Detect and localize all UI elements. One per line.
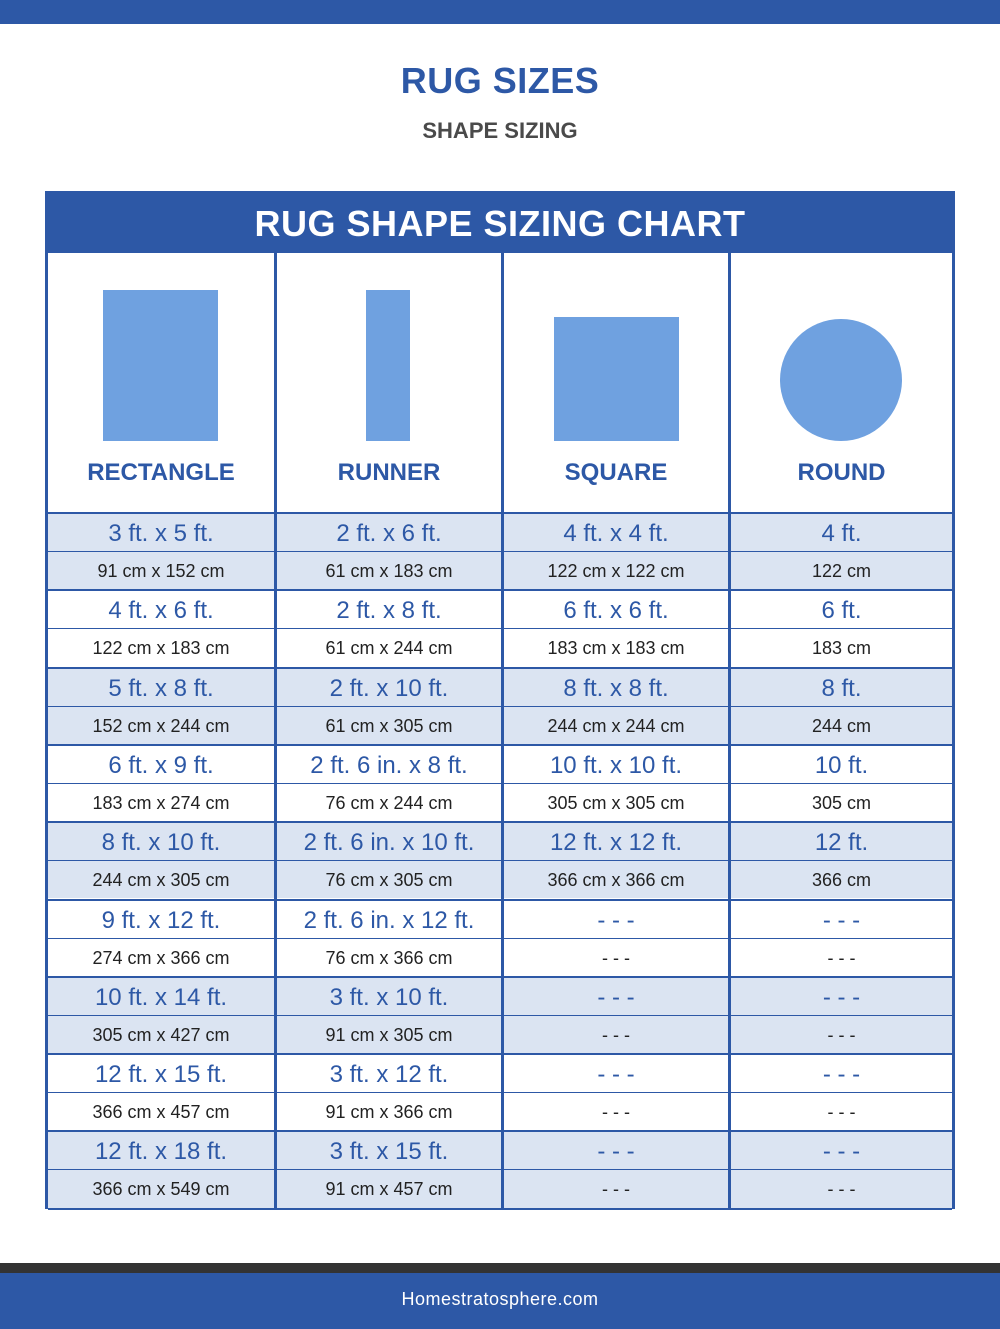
shape-cell-round [731,253,952,514]
square-size-cm: - - - [602,1102,630,1123]
runner-size-cm: 91 cm x 366 cm [325,1102,453,1123]
runner-size-ft: 2 ft. 6 in. x 12 ft. [303,906,475,934]
rectangle-size-cm: 122 cm x 183 cm [92,638,230,659]
square-size-ft: 6 ft. x 6 ft. [563,597,669,625]
square-size-cm: 305 cm x 305 cm [547,792,685,813]
row-divider [48,628,952,629]
round-size-cm: 305 cm [811,792,872,813]
shape-label-round: ROUND [797,459,886,486]
runner-size-cm: 91 cm x 305 cm [325,1024,453,1045]
runner-size-cm: 76 cm x 244 cm [325,792,453,813]
square-size-ft: - - - [597,1138,635,1166]
rectangle-size-cm: 183 cm x 274 cm [92,792,230,813]
rectangle-size-cm: 366 cm x 457 cm [92,1102,230,1123]
rectangle-size-ft: 12 ft. x 15 ft. [94,1061,228,1089]
runner-size-ft: 3 ft. x 12 ft. [329,1061,449,1089]
runner-size-ft: 2 ft. 6 in. x 10 ft. [303,829,475,857]
shape-cell-rectangle [48,253,274,514]
round-size-ft: - - - [822,1138,861,1166]
rectangle-size-cm: 244 cm x 305 cm [92,870,230,891]
round-size-ft: 4 ft. [821,520,862,547]
top-accent-bar [0,0,1000,24]
rectangle-size-ft: 4 ft. x 6 ft. [108,597,214,625]
runner-size-ft: 3 ft. x 15 ft. [329,1138,449,1166]
rectangle-size-ft: 9 ft. x 12 ft. [101,906,221,934]
rectangle-size-ft: 6 ft. x 9 ft. [108,751,214,779]
rectangle-shape-icon [103,290,218,441]
round-size-cm: 244 cm [811,715,872,736]
rectangle-size-cm: 91 cm x 152 cm [97,561,225,581]
round-size-cm: - - - [827,1102,856,1123]
runner-size-cm: 61 cm x 305 cm [325,715,453,736]
round-size-cm: - - - [827,1024,856,1045]
column-divider [728,253,731,1209]
round-size-cm: 122 cm [811,561,872,581]
square-size-cm: - - - [602,1024,630,1045]
square-size-ft: 8 ft. x 8 ft. [563,674,669,702]
round-size-ft: 12 ft. [814,829,869,857]
shape-label-rectangle: RECTANGLE [87,459,235,486]
rectangle-size-ft: 8 ft. x 10 ft. [101,829,221,857]
chart-title: RUG SHAPE SIZING CHART [48,194,952,253]
round-size-cm: - - - [827,1179,856,1200]
round-size-ft: - - - [822,983,861,1011]
round-size-ft: - - - [822,1061,861,1089]
round-size-ft: - - - [822,906,861,934]
runner-size-cm: 61 cm x 244 cm [325,638,453,659]
rug-size-chart [45,191,955,1209]
shape-label-square: SQUARE [564,459,668,486]
shape-cell-square [504,253,728,514]
rectangle-size-cm: 274 cm x 366 cm [92,947,230,968]
rectangle-size-cm: 305 cm x 427 cm [92,1024,230,1045]
column-divider [501,253,504,1209]
rectangle-size-cm: 152 cm x 244 cm [92,715,230,736]
runner-shape-icon [366,290,410,441]
rectangle-size-ft: 12 ft. x 18 ft. [94,1138,228,1166]
page-subtitle: SHAPE SIZING [422,118,578,143]
square-size-cm: 244 cm x 244 cm [547,715,685,736]
rectangle-size-ft: 10 ft. x 14 ft. [94,983,228,1011]
round-size-ft: 10 ft. [814,751,869,779]
shape-label-runner: RUNNER [337,459,441,486]
runner-size-ft: 2 ft. x 10 ft. [329,674,449,702]
round-shape-icon [780,319,902,441]
runner-size-cm: 91 cm x 457 cm [325,1179,453,1200]
square-size-cm: 122 cm x 122 cm [547,561,685,581]
square-size-cm: - - - [602,1179,630,1200]
rectangle-size-ft: 3 ft. x 5 ft. [108,520,214,547]
row-divider [48,938,952,939]
row-divider [48,783,952,784]
square-size-cm: - - - [602,947,630,968]
row-divider [48,1092,952,1093]
row-divider [48,1208,952,1210]
shape-cell-runner [277,253,501,514]
square-shape-icon [554,317,679,441]
column-divider [274,253,277,1209]
square-size-ft: - - - [597,1061,635,1089]
runner-size-cm: 76 cm x 366 cm [325,947,453,968]
round-size-cm: 366 cm [811,870,872,891]
rectangle-size-ft: 5 ft. x 8 ft. [108,674,214,702]
round-size-cm: 183 cm [811,638,872,659]
square-size-ft: 4 ft. x 4 ft. [563,520,669,547]
runner-size-cm: 76 cm x 305 cm [325,870,453,891]
square-size-ft: 12 ft. x 12 ft. [549,829,683,857]
runner-size-cm: 61 cm x 183 cm [325,561,453,581]
square-size-ft: - - - [597,983,635,1011]
square-size-ft: 10 ft. x 10 ft. [549,751,683,779]
runner-size-ft: 2 ft. x 8 ft. [336,597,442,625]
round-size-ft: 6 ft. [821,597,862,625]
page-title: RUG SIZES [400,60,600,101]
round-size-cm: - - - [827,947,856,968]
runner-size-ft: 3 ft. x 10 ft. [329,983,449,1011]
square-size-cm: 366 cm x 366 cm [547,870,685,891]
runner-size-ft: 2 ft. x 6 ft. [336,520,442,547]
rectangle-size-cm: 366 cm x 549 cm [92,1179,230,1200]
round-size-ft: 8 ft. [821,674,862,702]
footer-site-name: Homestratosphere.com [401,1289,599,1309]
runner-size-ft: 2 ft. 6 in. x 8 ft. [310,751,468,779]
square-size-cm: 183 cm x 183 cm [547,638,685,659]
square-size-ft: - - - [597,906,635,934]
